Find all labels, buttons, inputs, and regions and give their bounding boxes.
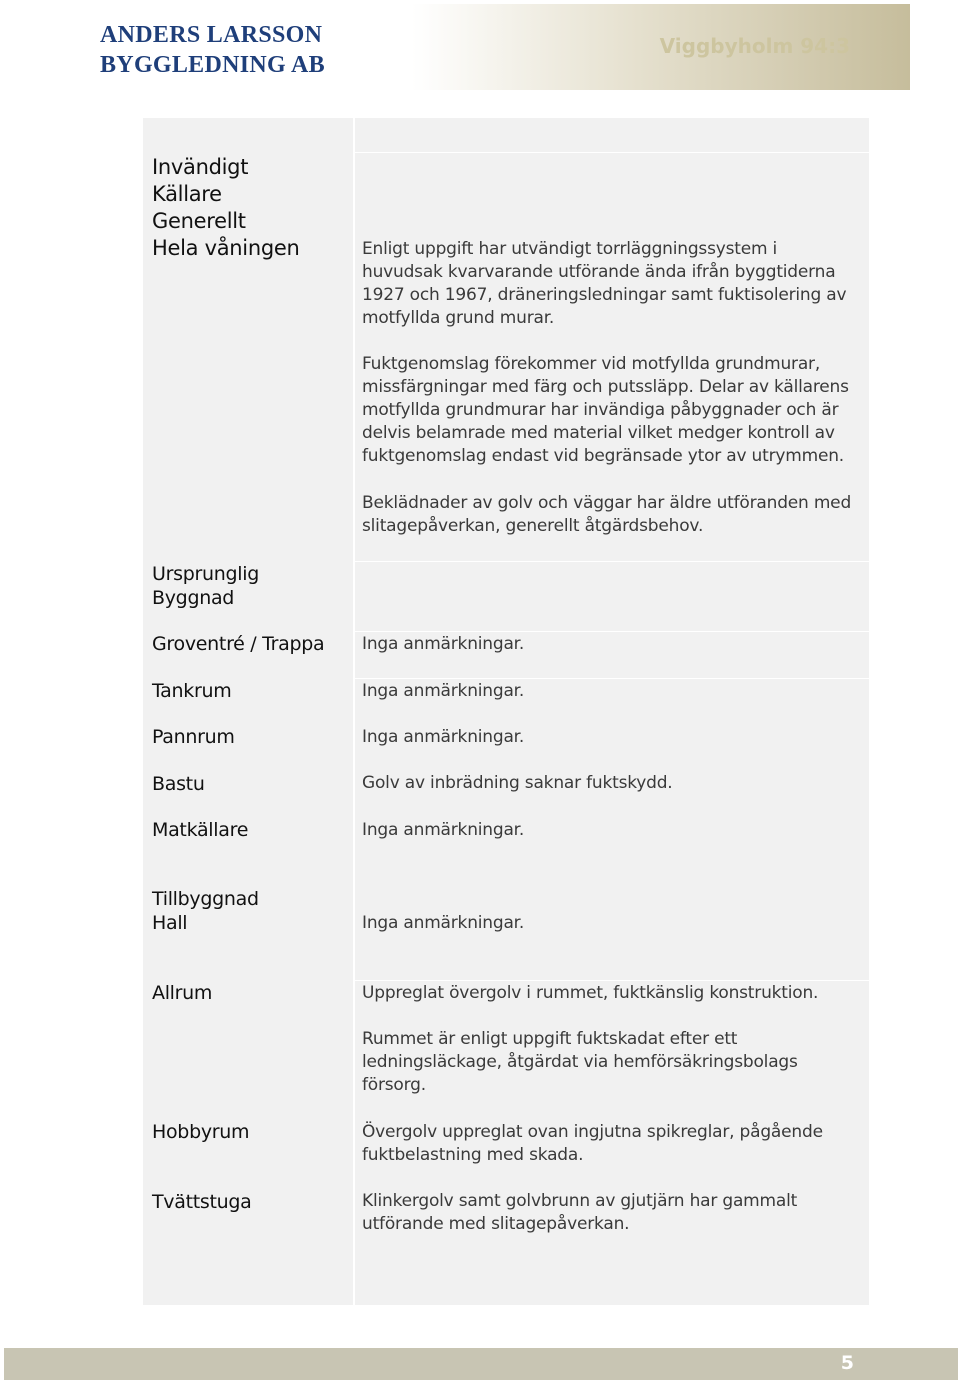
extension-label [152, 887, 259, 935]
room-note-groventre: Inga anmärkningar. [362, 634, 525, 654]
heading-kallare: Källare [152, 182, 222, 206]
heading-generellt: Generellt [152, 209, 246, 233]
page-number: 5 [840, 1352, 854, 1374]
room-label-tvattstuga: Tvättstuga [152, 1191, 252, 1213]
allrum-note-2: Rummet är enligt uppgift fuktskadat efter ett ledningsläckage, åtgärdat via hemförsäkringsbolags försorg. [362, 1029, 798, 1095]
document-id: Viggbyholm 94:3 [659, 34, 850, 58]
company-logo [100, 20, 325, 80]
room-label-allrum: Allrum [152, 982, 213, 1004]
room-note-matkallare: Inga anmärkningar. [362, 820, 525, 840]
heading-hela-vaningen: Hela våningen [152, 236, 300, 260]
row-divider [355, 980, 869, 981]
room-note-bastu: Golv av inbrädning saknar fuktskydd. [362, 773, 673, 793]
room-note-tankrum: Inga anmärkningar. [362, 681, 525, 701]
row-divider [355, 631, 869, 632]
allrum-note-1: Uppreglat övergolv i rummet, fuktkänslig konstruktion. [362, 983, 819, 1003]
general-paragraph-3: Beklädnader av golv och väggar har äldre utföranden med slitagepåverkan, generellt åtgärdsbehov. [362, 493, 852, 536]
room-label-bastu: Bastu [152, 773, 205, 795]
heading-invandigt: Invändigt [152, 155, 249, 179]
general-paragraph-2: Fuktgenomslag förekommer vid motfyllda grundmurar, missfärgningar med färg och putssläpp. Delar av källarens motfyllda grundmurar har invändiga påbyggnader och är delvis belamrade med material vilket medger kontroll av fuktgenomslag endast vid begränsade ytor av utrymmen. [362, 354, 849, 466]
room-note-pannrum: Inga anmärkningar. [362, 727, 525, 747]
company-name-line1: ANDERS LARSSON [100, 22, 323, 48]
column-divider [353, 118, 355, 1305]
room-label-matkallare: Matkällare [152, 819, 249, 841]
tvattstuga-note: Klinkergolv samt golvbrunn av gjutjärn har gammalt utförande med slitagepåverkan. [362, 1191, 798, 1234]
row-divider [355, 152, 869, 153]
room-label-tankrum: Tankrum [152, 680, 232, 702]
row-divider [355, 678, 869, 679]
section-heading [152, 154, 300, 262]
company-name-line2: BYGGLEDNING AB [100, 52, 325, 78]
label-byggnad: Byggnad [152, 587, 235, 609]
room-label-groventre: Groventré / Trappa [152, 633, 325, 655]
room-label-pannrum: Pannrum [152, 726, 235, 748]
general-paragraph-1: Enligt uppgift har utvändigt torrläggningssystem i huvudsak kvarvarande utförande ända ifrån byggtiderna 1927 och 1967, dräneringsledningar samt fuktisolering av motfyllda grund murar. [362, 239, 847, 328]
label-hall: Hall [152, 912, 188, 934]
hobbyrum-note: Övergolv uppreglat ovan ingjutna spikreglar, pågående fuktbelastning med skada. [362, 1122, 823, 1165]
row-divider [355, 561, 869, 562]
room-label-hobbyrum: Hobbyrum [152, 1121, 250, 1143]
footer-band [4, 1348, 958, 1380]
hall-note: Inga anmärkningar. [362, 913, 525, 933]
original-building-label [152, 562, 259, 610]
label-tillbyggnad: Tillbyggnad [152, 888, 259, 910]
label-ursprunglig: Ursprunglig [152, 563, 259, 585]
